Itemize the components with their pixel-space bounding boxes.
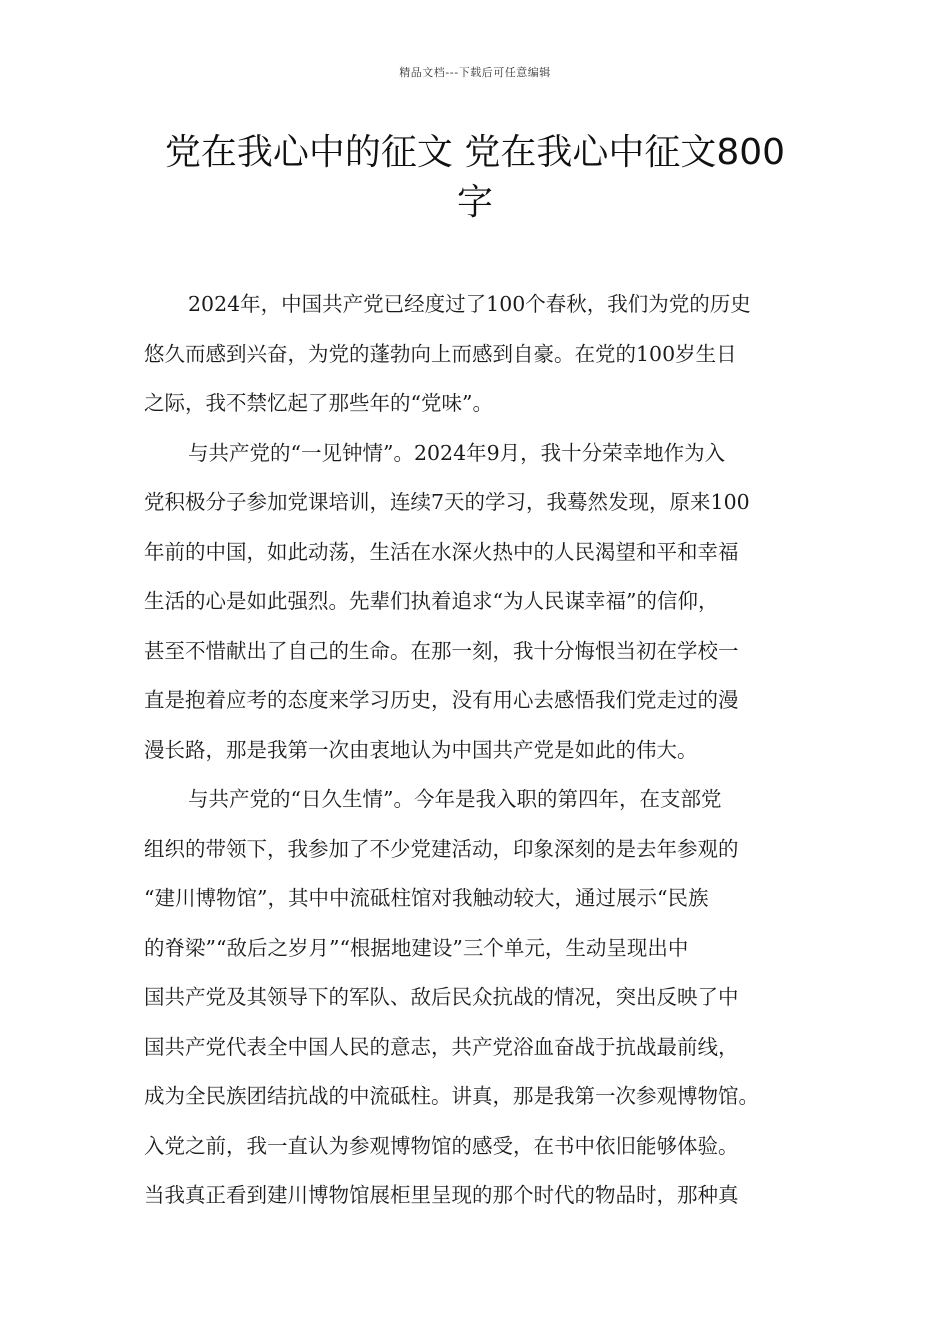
paragraph-line: 直是抱着应考的态度来学习历史，没有用心去感悟我们党走过的漫 xyxy=(144,688,739,712)
paragraph-line: 之际，我不禁忆起了那些年的“党味”。 xyxy=(144,391,493,415)
paragraph-line: 生活的心是如此强烈。先辈们执着追求“为人民谋幸福”的信仰， xyxy=(144,589,719,613)
paragraph-line: 甚至不惜献出了自己的生命。在那一刻，我十分悔恨当初在学校一 xyxy=(144,638,739,663)
paragraph-line: 的脊梁”“敌后之岁月”“根据地建设”三个单元，生动呈现出中 xyxy=(144,935,689,960)
paragraph-line: 成为全民族团结抗战的中流砥柱。讲真，那是我第一次参观博物馆。 xyxy=(144,1084,759,1108)
paragraph-line: 国共产党代表全中国人民的意志，共产党浴血奋战于抗战最前线， xyxy=(144,1034,739,1059)
paragraph-line: 与共产党的“一见钟情”。2024年9月，我十分荣幸地作为入 xyxy=(188,440,726,465)
paragraph-line: 与共产党的“日久生情”。今年是我入职的第四年，在支部党 xyxy=(188,787,722,811)
paragraph-line: 党积极分子参加党课培训，连续7天的学习，我蓦然发现，原来100 xyxy=(144,490,750,514)
paragraph-line: 组织的带领下，我参加了不少党建活动，印象深刻的是去年参观的 xyxy=(144,836,739,861)
paragraph-line: 悠久而感到兴奋，为党的蓬勃向上而感到自豪。在党的100岁生日 xyxy=(144,341,737,366)
paragraph-line: 年前的中国，如此动荡，生活在水深火热中的人民渴望和平和幸福 xyxy=(144,539,739,564)
paragraph-line: 漫长路，那是我第一次由衷地认为中国共产党是如此的伟大。 xyxy=(144,737,698,762)
title-line-2: 字 xyxy=(456,182,493,223)
header-note: 精品文档---下载后可任意编辑 xyxy=(399,66,551,79)
document-title xyxy=(130,128,820,228)
title-line-1: 党在我心中的征文 党在我心中征文800 xyxy=(164,132,786,173)
paragraph-line: 入党之前，我一直认为参观博物馆的感受，在书中依旧能够体验。 xyxy=(144,1133,739,1158)
paragraph-line: “建川博物馆”，其中中流砥柱馆对我触动较大，通过展示“民族 xyxy=(144,886,709,910)
document-body xyxy=(144,280,824,1221)
paragraph-line: 2024年，中国共产党已经度过了100个春秋，我们为党的历史 xyxy=(188,292,751,316)
paragraph-line: 国共产党及其领导下的军队、敌后民众抗战的情况，突出反映了中 xyxy=(144,985,739,1009)
paragraph-line: 当我真正看到建川博物馆展柜里呈现的那个时代的物品时，那种真 xyxy=(144,1183,739,1207)
